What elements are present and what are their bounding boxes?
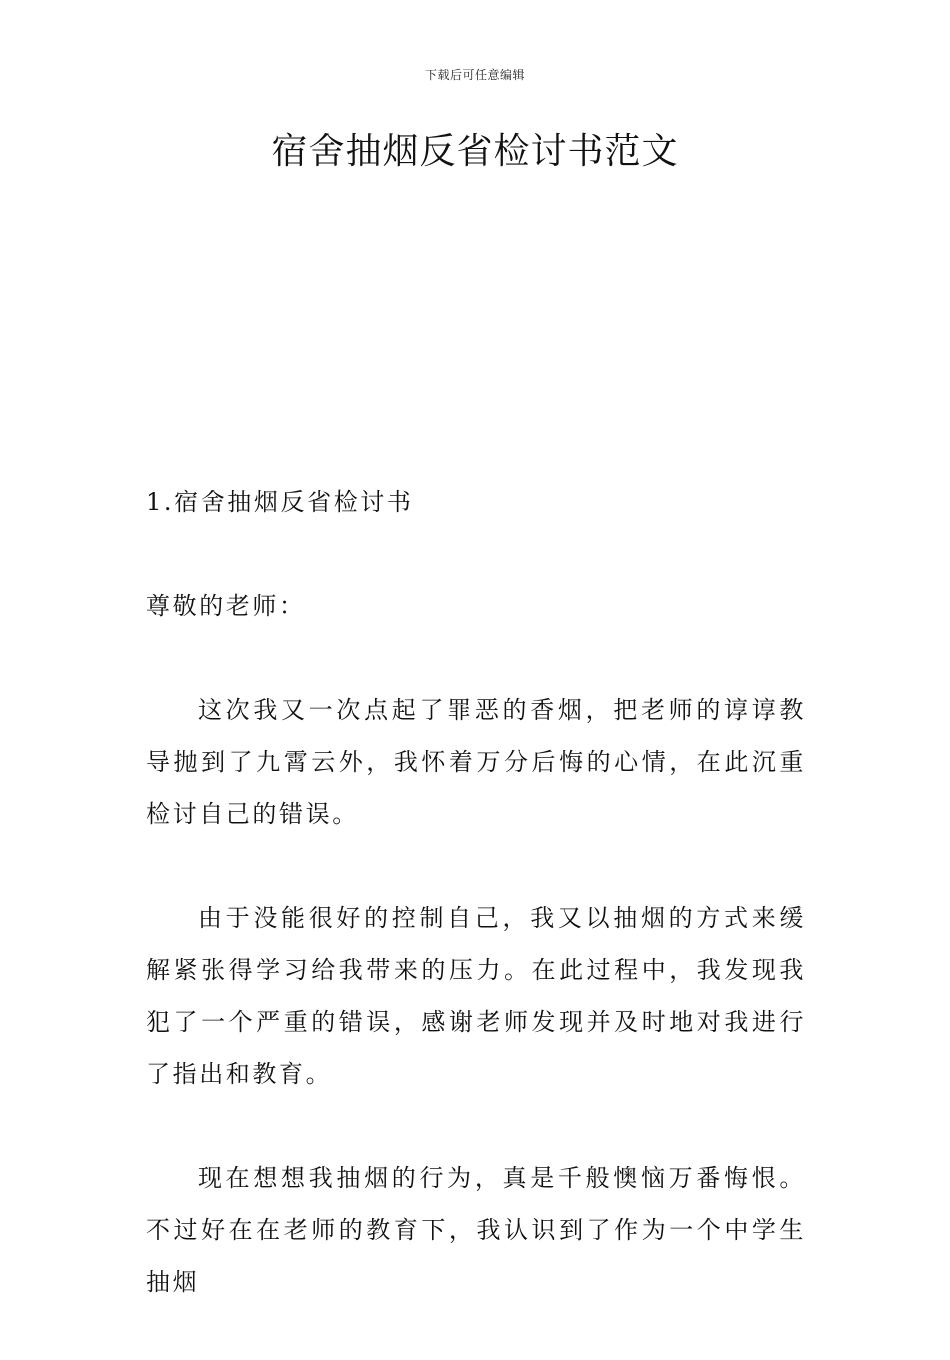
document-body bbox=[146, 476, 806, 1360]
header-note: 下载后可任意编辑 bbox=[424, 68, 525, 82]
salutation: 尊敬的老师： bbox=[146, 592, 306, 620]
section-heading: 1.宿舍抽烟反省检讨书 bbox=[146, 488, 414, 516]
paragraph-2: 由于没能很好的控制自己，我又以抽烟的方式来缓解紧张得学习给我带来的压力。在此过程中，我发现我犯了一个严重的错误，感谢老师发现并及时地对我进行了指出和教育。 bbox=[146, 904, 806, 1088]
document-title: 宿舍抽烟反省检讨书范文 bbox=[271, 131, 679, 172]
paragraph-1: 这次我又一次点起了罪恶的香烟，把老师的谆谆教导抛到了九霄云外，我怀着万分后悔的心情，在此沉重检讨自己的错误。 bbox=[146, 696, 806, 828]
paragraph-3: 现在想想我抽烟的行为，真是千般懊恼万番悔恨。不过好在在老师的教育下，我认识到了作为一个中学生抽烟 bbox=[146, 1164, 806, 1296]
